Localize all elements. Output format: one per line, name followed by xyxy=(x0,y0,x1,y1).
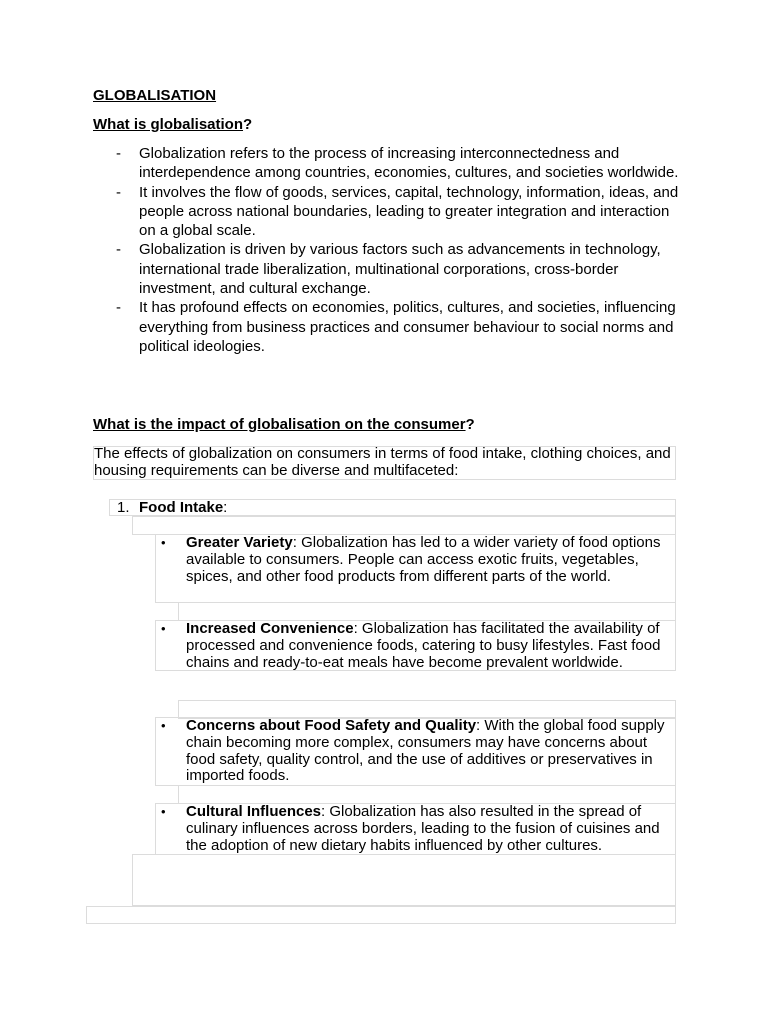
bullet-text xyxy=(186,621,675,671)
bullet-description: : Globalization has also resulted in the spread of culinary influences across borders, leading to the fusion of cuisines and the adoption of new dietary habits influenced by other cultures. xyxy=(186,803,660,854)
definition-list xyxy=(93,144,683,356)
bullet-term: Increased Convenience xyxy=(186,620,354,637)
bullet-dot: • xyxy=(161,718,166,733)
heading-question-mark: ? xyxy=(243,116,253,133)
bullet-cultural-influences xyxy=(155,803,676,855)
list-item xyxy=(93,240,683,298)
frame-box xyxy=(132,516,676,535)
heading-what-is-globalisation xyxy=(93,116,252,134)
list-item-text: Globalization is driven by various factors such as advancements in technology, international trade liberalization, multinational corporations, cross-border investment, and cultural exchange. xyxy=(139,241,661,298)
bullet-description: : Globalization has led to a wider variety of food options available to consumers. People can access exotic fruits, vegetables, spices, and other food products from different parts of the world. xyxy=(186,534,661,585)
bullet-greater-variety xyxy=(155,534,676,603)
list-item xyxy=(93,144,683,183)
bullet-term: Concerns about Food Safety and Quality xyxy=(186,717,477,734)
bullet-food-safety xyxy=(155,717,676,786)
heading-impact-on-consumer xyxy=(93,416,475,434)
numbered-item-food-intake xyxy=(109,499,676,516)
frame-box xyxy=(132,854,676,906)
list-item-text: It has profound effects on economies, politics, cultures, and societies, influencing everything from business practices and consumer behaviour to social norms and political ideologies. xyxy=(139,299,676,355)
item-label xyxy=(139,500,227,515)
heading-underlined-text: What is the impact of globalisation on the consumer xyxy=(93,416,466,433)
bullet-description: : Globalization has facilitated the availability of processed and convenience foods, catering to busy lifestyles. Fast food chains and ready-to-eat meals have become prevalent worldwide. xyxy=(186,620,661,671)
item-number: 1. xyxy=(117,499,130,516)
bullet-dot: • xyxy=(161,535,166,550)
list-item xyxy=(93,298,683,356)
item-label-bold: Food Intake xyxy=(139,499,224,516)
bullet-dot: • xyxy=(161,804,166,819)
list-item-text: It involves the flow of goods, services, capital, technology, information, ideas, and people across national boundaries, leading to greater integration and interaction on a global scale. xyxy=(139,183,679,240)
list-item-text: Globalization refers to the process of increasing interconnectedness and interdependence among countries, economies, cultures, and societies worldwide. xyxy=(139,145,679,182)
dash-marker: - xyxy=(116,299,121,317)
document-title: GLOBALISATION xyxy=(93,87,217,104)
heading-question-mark: ? xyxy=(465,416,475,433)
heading-underlined-text: What is globalisation xyxy=(93,116,244,133)
frame-box xyxy=(178,602,676,621)
dash-marker: - xyxy=(116,145,121,162)
list-item xyxy=(93,183,683,241)
bullet-term: Greater Variety xyxy=(186,534,293,551)
item-label-colon: : xyxy=(223,499,228,516)
bullet-text xyxy=(186,804,675,854)
frame-box xyxy=(178,785,676,804)
dash-marker: - xyxy=(116,241,121,259)
dash-marker: - xyxy=(116,183,121,201)
bullet-term: Cultural Influences xyxy=(186,803,322,820)
bullet-text xyxy=(186,718,675,785)
bullet-description: : With the global food supply chain becoming more complex, consumers may have concerns about food safety, quality control, and the use of additives or preservatives in imported foods. xyxy=(186,717,665,785)
bullet-increased-convenience xyxy=(155,620,676,671)
intro-text: The effects of globalization on consumers in terms of food intake, clothing choices, and housing requirements can be diverse and multifaceted: xyxy=(94,445,671,479)
bullet-text xyxy=(186,535,675,585)
bullet-dot: • xyxy=(161,621,166,636)
frame-box xyxy=(86,906,676,924)
intro-paragraph xyxy=(93,446,676,480)
